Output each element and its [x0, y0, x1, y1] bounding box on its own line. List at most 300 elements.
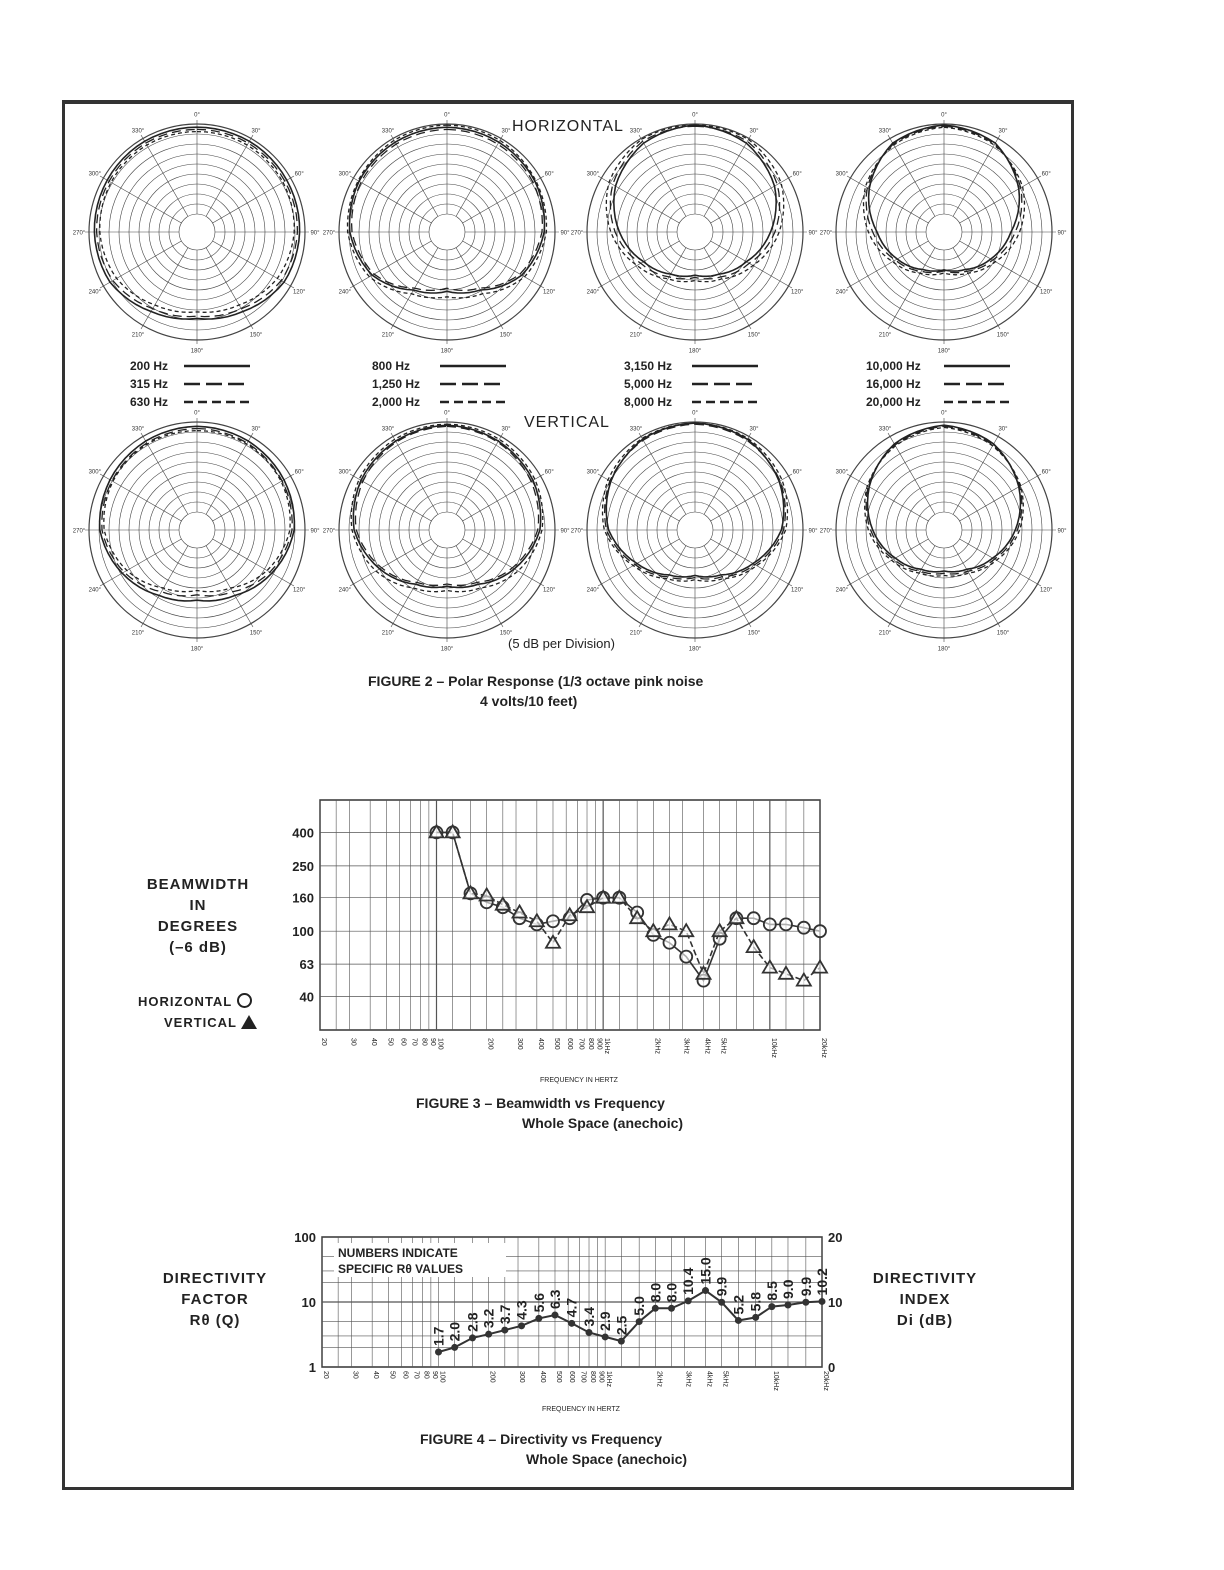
directivity-data-point — [568, 1320, 575, 1327]
polar-center-ring — [677, 512, 713, 548]
directivity-data-point — [784, 1301, 791, 1308]
polar-spoke — [456, 135, 503, 216]
beamwidth-ylabel-line1: BEAMWIDTH — [146, 876, 250, 893]
polar-angle-label: 90° — [1057, 528, 1067, 535]
polar-angle-label: 210° — [629, 630, 643, 637]
legend-entry — [624, 395, 758, 409]
x-tick-label: 5kHz — [719, 1038, 727, 1054]
polar-center-ring — [179, 512, 215, 548]
figure4-caption-line1: FIGURE 4 – Directivity vs Frequency — [420, 1431, 662, 1447]
polar-angle-label: 150° — [996, 630, 1010, 637]
polar-angle-label: 210° — [878, 332, 892, 339]
legend-line-sample — [440, 381, 506, 387]
y-tick-label: 63 — [299, 957, 314, 973]
x-tick-label: 900 — [597, 1371, 605, 1383]
polar-spoke — [960, 474, 1041, 521]
polar-angle-label: 120° — [790, 587, 804, 594]
x-tick-label: 60 — [399, 1038, 407, 1046]
polar-spoke — [213, 176, 294, 223]
directivity-value-label: 3.7 — [496, 1304, 513, 1325]
polar-plot — [73, 411, 320, 653]
legend-line-sample — [184, 363, 250, 369]
directivity-value-label: 1.7 — [430, 1326, 447, 1347]
polar-angle-label: 330° — [381, 128, 395, 135]
polar-angle-label: 180° — [440, 646, 454, 653]
x-tick-label: 800 — [589, 1371, 597, 1383]
y-tick-label: 10 — [301, 1295, 316, 1310]
polar-angle-label: 60° — [792, 171, 802, 178]
x-tick-label: 20 — [322, 1371, 329, 1379]
polar-angle-label: 60° — [544, 171, 554, 178]
legend-line-sample — [944, 381, 1010, 387]
polar-angle-label: 150° — [499, 630, 513, 637]
polar-spoke — [960, 176, 1041, 223]
polar-angle-label: 210° — [131, 332, 145, 339]
directivity-value-label: 5.6 — [530, 1292, 547, 1313]
polar-angle-label: 90° — [560, 528, 570, 535]
polar-spoke — [141, 433, 188, 514]
legend-entry — [372, 395, 506, 409]
polar-spoke — [639, 135, 686, 216]
horizontal-data-point — [814, 925, 826, 937]
x-tick-label: 2kHz — [655, 1371, 663, 1387]
polar-spoke — [456, 546, 503, 627]
y-tick-label: 1 — [308, 1360, 316, 1375]
polar-angle-label: 270° — [322, 230, 336, 237]
legend-entry — [372, 359, 506, 373]
legend-line-sample — [440, 399, 506, 405]
polar-angle-label: 240° — [338, 289, 352, 296]
y-right-tick-label: 20 — [828, 1230, 843, 1245]
x-tick-label: 4kHz — [705, 1371, 713, 1387]
polar-angle-label: 300° — [586, 171, 600, 178]
polar-angle-label: 210° — [878, 630, 892, 637]
vertical-data-point — [779, 967, 793, 979]
horizontal-data-point — [748, 912, 760, 924]
polar-angle-label: 300° — [338, 469, 352, 476]
y-tick-label: 100 — [292, 924, 314, 940]
polar-angle-label: 120° — [790, 289, 804, 296]
y-tick-label: 250 — [292, 858, 314, 874]
directivity-data-point — [752, 1314, 759, 1321]
directivity-value-label: 9.9 — [797, 1276, 814, 1297]
polar-plot — [73, 113, 320, 355]
legend-line-sample — [944, 399, 1010, 405]
legend-entry — [624, 377, 758, 391]
beamwidth-ylabel-line3: DEGREES — [157, 918, 239, 935]
polar-angle-label: 270° — [72, 528, 86, 535]
polar-angle-label: 150° — [249, 332, 263, 339]
polar-spoke — [704, 546, 751, 627]
vertical-data-point — [813, 961, 827, 973]
vertical-data-point — [513, 905, 527, 917]
polar-angle-label: 330° — [878, 426, 892, 433]
beamwidth-ylabel — [128, 874, 268, 958]
x-tick-label: 1kHz — [603, 1038, 611, 1054]
polar-spoke — [639, 433, 686, 514]
polar-angle-label: 60° — [294, 469, 304, 476]
polar-angle-label: 90° — [808, 230, 818, 237]
x-tick-label: 50 — [388, 1371, 396, 1379]
x-tick-label: 700 — [577, 1038, 585, 1050]
horizontal-data-point — [663, 937, 675, 949]
polar-plot — [820, 411, 1067, 653]
polar-spoke — [391, 433, 438, 514]
polar-angle-label: 180° — [937, 348, 951, 355]
directivity-value-label: 10.2 — [814, 1268, 830, 1296]
directivity-data-point — [485, 1331, 492, 1338]
circle-marker-icon — [237, 993, 252, 1008]
vertical-data-point — [747, 940, 761, 952]
polar-spoke — [213, 539, 294, 586]
polar-angle-label: 240° — [88, 587, 102, 594]
x-tick-label: 40 — [370, 1038, 378, 1046]
x-tick-label: 5kHz — [721, 1371, 729, 1387]
x-tick-label: 500 — [552, 1038, 560, 1050]
x-tick-label: 100 — [436, 1038, 444, 1050]
polar-angle-label: 30° — [501, 426, 511, 433]
directivity-value-label: 10.4 — [680, 1267, 697, 1295]
directivity-factor-line2: FACTOR — [181, 1291, 249, 1308]
directivity-data-point — [702, 1287, 709, 1294]
polar-angle-label: 330° — [629, 426, 643, 433]
x-tick-label: 500 — [554, 1371, 562, 1383]
directivity-value-label: 2.8 — [464, 1312, 481, 1332]
polar-angle-label: 60° — [1041, 469, 1051, 476]
polar-spoke — [888, 135, 935, 216]
y-tick-label: 400 — [292, 825, 314, 841]
directivity-value-label: 8.0 — [663, 1282, 680, 1303]
beamwidth-ylabel-line4: (–6 dB) — [169, 939, 227, 956]
triangle-marker-icon — [241, 1015, 257, 1029]
directivity-value-label: 2.0 — [446, 1321, 463, 1342]
polar-angle-label: 330° — [131, 128, 145, 135]
figure4-caption-line2: Whole Space (anechoic) — [526, 1451, 688, 1467]
y-tick-label: 100 — [294, 1230, 316, 1245]
legend-label: 315 Hz — [130, 377, 169, 391]
directivity-data-point — [451, 1344, 458, 1351]
polar-angle-label: 150° — [996, 332, 1010, 339]
legend-label: 8,000 Hz — [624, 395, 673, 409]
figure2-caption-line2: 4 volts/10 feet) — [480, 693, 578, 709]
directivity-data-point — [819, 1298, 826, 1305]
legend-entry — [372, 377, 506, 391]
figure3-caption-line1: FIGURE 3 – Beamwidth vs Frequency — [416, 1095, 665, 1111]
x-tick-label: 90 — [430, 1371, 438, 1379]
y-tick-label: 40 — [299, 989, 314, 1005]
directivity-value-label: 8.5 — [763, 1281, 780, 1301]
polar-angle-label: 30° — [251, 426, 261, 433]
polar-spoke — [206, 433, 253, 514]
directivity-factor-ylabel — [140, 1268, 290, 1331]
polar-angle-label: 270° — [322, 528, 336, 535]
figure2-caption-line1: FIGURE 2 – Polar Response (1/3 octave pink noise — [368, 673, 704, 689]
polar-angle-label: 180° — [688, 646, 702, 653]
directivity-factor-line1: DIRECTIVITY — [162, 1270, 268, 1287]
polar-spoke — [391, 135, 438, 216]
x-tick-label: 10kHz — [771, 1371, 779, 1391]
x-tick-label: 70 — [410, 1038, 418, 1046]
polar-spoke — [704, 135, 751, 216]
polar-spoke — [100, 241, 181, 288]
polar-center-ring — [179, 214, 215, 250]
legend-line-sample — [440, 363, 506, 369]
polar-angle-label: 240° — [835, 289, 849, 296]
polar-angle-label: 270° — [819, 230, 833, 237]
polar-spoke — [141, 546, 188, 627]
directivity-value-label: 4.7 — [563, 1297, 580, 1318]
polar-spoke — [847, 539, 928, 586]
polar-angle-label: 0° — [692, 410, 698, 417]
directivity-index-line2: INDEX — [899, 1291, 951, 1308]
polar-angle-label: 330° — [629, 128, 643, 135]
polar-angle-label: 300° — [835, 171, 849, 178]
note-line1: NUMBERS INDICATE — [338, 1246, 458, 1260]
polar-angle-label: 0° — [194, 112, 200, 119]
polar-spoke — [598, 176, 679, 223]
directivity-data-point — [551, 1312, 558, 1319]
polar-angle-label: 30° — [998, 426, 1008, 433]
x-tick-label: 80 — [420, 1038, 428, 1046]
polar-angle-label: 90° — [310, 528, 320, 535]
polar-spoke — [350, 539, 431, 586]
x-tick-label: 30 — [351, 1371, 359, 1379]
polar-spoke — [598, 241, 679, 288]
x-tick-label: 400 — [538, 1371, 546, 1383]
vertical-label: VERTICAL — [524, 414, 610, 431]
polar-spoke — [213, 241, 294, 288]
polar-angle-label: 210° — [629, 332, 643, 339]
legend-horizontal — [138, 993, 252, 1009]
polar-angle-label: 30° — [749, 426, 759, 433]
polar-spoke — [463, 176, 544, 223]
legend-label: 16,000 Hz — [866, 377, 921, 391]
directivity-data-point — [586, 1329, 593, 1336]
beamwidth-chart — [280, 790, 840, 1090]
polar-angle-label: 0° — [444, 112, 450, 119]
x-tick-label: 400 — [536, 1038, 544, 1050]
x-tick-label: 800 — [587, 1038, 595, 1050]
horizontal-data-point — [764, 918, 776, 930]
polar-angle-label: 180° — [688, 348, 702, 355]
polar-angle-label: 270° — [819, 528, 833, 535]
polar-spoke — [391, 546, 438, 627]
polar-angle-label: 210° — [381, 630, 395, 637]
directivity-data-point — [602, 1333, 609, 1340]
polar-angle-label: 30° — [998, 128, 1008, 135]
x-axis-title: FREQUENCY IN HERTZ — [542, 1406, 620, 1413]
polar-plot — [820, 113, 1067, 355]
polar-angle-label: 270° — [570, 528, 584, 535]
polar-spoke — [847, 241, 928, 288]
polar-plot — [323, 113, 570, 355]
beamwidth-ylabel-line2: IN — [189, 897, 207, 914]
polar-angle-label: 240° — [586, 289, 600, 296]
vertical-data-point — [662, 917, 676, 929]
horizontal-data-point — [680, 951, 692, 963]
x-tick-label: 100 — [438, 1371, 446, 1383]
polar-spoke — [598, 539, 679, 586]
polar-angle-label: 90° — [560, 230, 570, 237]
polar-angle-label: 120° — [542, 289, 556, 296]
directivity-data-point — [718, 1299, 725, 1306]
polar-spoke — [711, 241, 792, 288]
polar-spoke — [847, 474, 928, 521]
polar-angle-label: 180° — [190, 646, 204, 653]
polar-center-ring — [429, 214, 465, 250]
directivity-data-point — [685, 1297, 692, 1304]
directivity-data-point — [501, 1327, 508, 1334]
directivity-data-point — [535, 1315, 542, 1322]
polar-angle-label: 210° — [381, 332, 395, 339]
x-tick-label: 600 — [568, 1371, 576, 1383]
polar-angle-label: 120° — [542, 587, 556, 594]
x-tick-label: 20kHz — [822, 1371, 829, 1391]
polar-angle-label: 270° — [570, 230, 584, 237]
polar-spoke — [960, 539, 1041, 586]
legend-vertical — [164, 1015, 257, 1030]
polar-spoke — [711, 539, 792, 586]
directivity-value-label: 5.2 — [730, 1294, 747, 1315]
x-tick-label: 80 — [422, 1371, 430, 1379]
x-tick-label: 200 — [488, 1371, 496, 1383]
x-tick-label: 1kHz — [605, 1371, 613, 1387]
vertical-data-point — [679, 924, 693, 936]
directivity-value-label: 3.4 — [581, 1306, 598, 1327]
legend-entry — [130, 377, 250, 391]
directivity-data-point — [768, 1303, 775, 1310]
legend-label: 630 Hz — [130, 395, 169, 409]
legend-label: 10,000 Hz — [866, 359, 921, 373]
x-tick-label: 300 — [518, 1371, 526, 1383]
polar-spoke — [888, 248, 935, 329]
y-right-tick-label: 10 — [828, 1295, 843, 1310]
polar-angle-label: 240° — [338, 587, 352, 594]
polar-angle-label: 120° — [1039, 587, 1053, 594]
polar-angle-label: 330° — [878, 128, 892, 135]
vertical-series-line — [437, 832, 821, 980]
polar-plot — [323, 411, 570, 653]
polar-spoke — [463, 241, 544, 288]
legend-line-sample — [184, 399, 250, 405]
polar-angle-label: 0° — [692, 112, 698, 119]
polar-angle-label: 150° — [249, 630, 263, 637]
x-tick-label: 700 — [579, 1371, 587, 1383]
polar-center-ring — [926, 214, 962, 250]
polar-angle-label: 240° — [88, 289, 102, 296]
x-tick-label: 600 — [566, 1038, 574, 1050]
horizontal-data-point — [798, 922, 810, 934]
x-tick-label: 20 — [320, 1038, 327, 1046]
y-right-tick-label: 0 — [828, 1360, 836, 1375]
legend-label: 20,000 Hz — [866, 395, 921, 409]
x-tick-label: 50 — [386, 1038, 394, 1046]
figure3-caption-line2: Whole Space (anechoic) — [522, 1115, 684, 1131]
legend-entry — [866, 395, 1010, 409]
polar-spoke — [960, 241, 1041, 288]
polar-plot — [571, 411, 818, 653]
polar-angle-label: 330° — [131, 426, 145, 433]
polar-spoke — [704, 248, 751, 329]
polar-spoke — [100, 474, 181, 521]
directivity-data-point — [518, 1322, 525, 1329]
polar-response-figure — [0, 0, 1224, 700]
polar-angle-label: 0° — [194, 410, 200, 417]
polar-angle-label: 60° — [294, 171, 304, 178]
x-tick-label: 10kHz — [769, 1038, 777, 1058]
directivity-data-point — [735, 1317, 742, 1324]
polar-center-ring — [429, 512, 465, 548]
polar-angle-label: 180° — [440, 348, 454, 355]
legend-entry — [130, 359, 250, 373]
polar-angle-label: 30° — [251, 128, 261, 135]
polar-angle-label: 150° — [747, 332, 761, 339]
polar-angle-label: 300° — [338, 171, 352, 178]
polar-angle-label: 30° — [749, 128, 759, 135]
polar-angle-label: 300° — [88, 469, 102, 476]
legend-label: 5,000 Hz — [624, 377, 673, 391]
polar-spoke — [350, 241, 431, 288]
polar-angle-label: 240° — [835, 587, 849, 594]
legend-line-sample — [944, 363, 1010, 369]
legend-entry — [624, 359, 758, 373]
x-tick-label: 900 — [595, 1038, 603, 1050]
polar-spoke — [100, 176, 181, 223]
legend-label: 200 Hz — [130, 359, 169, 373]
directivity-value-label: 15.0 — [697, 1257, 714, 1285]
directivity-data-point — [652, 1305, 659, 1312]
polar-angle-label: 30° — [501, 128, 511, 135]
directivity-value-label: 5.8 — [747, 1291, 764, 1312]
polar-spoke — [639, 546, 686, 627]
polar-angle-label: 300° — [835, 469, 849, 476]
horizontal-data-point — [780, 918, 792, 930]
polar-angle-label: 180° — [937, 646, 951, 653]
legend-label: 2,000 Hz — [372, 395, 421, 409]
polar-center-ring — [677, 214, 713, 250]
directivity-chart — [280, 1225, 860, 1425]
legend-entry — [866, 377, 1010, 391]
polar-angle-label: 150° — [747, 630, 761, 637]
x-tick-label: 4kHz — [703, 1038, 711, 1054]
note-line2: SPECIFIC Rθ VALUES — [338, 1262, 463, 1276]
directivity-value-label: 4.3 — [513, 1300, 530, 1320]
polar-center-ring — [926, 512, 962, 548]
polar-angle-label: 0° — [941, 112, 947, 119]
polar-angle-label: 60° — [544, 469, 554, 476]
x-tick-label: 60 — [401, 1371, 409, 1379]
directivity-value-label: 2.5 — [613, 1315, 630, 1336]
legend-line-sample — [692, 363, 758, 369]
polar-angle-label: 0° — [444, 410, 450, 417]
directivity-data-point — [636, 1318, 643, 1325]
x-tick-label: 40 — [372, 1371, 380, 1379]
directivity-data-point — [618, 1338, 625, 1345]
polar-angle-label: 270° — [72, 230, 86, 237]
polar-spoke — [141, 135, 188, 216]
x-tick-label: 90 — [428, 1038, 436, 1046]
legend-entry — [866, 359, 1010, 373]
directivity-value-label: 9.0 — [779, 1279, 796, 1299]
x-tick-label: 20kHz — [820, 1038, 827, 1058]
polar-angle-label: 210° — [131, 630, 145, 637]
x-tick-label: 3kHz — [684, 1371, 692, 1387]
directivity-data-point — [802, 1299, 809, 1306]
vertical-data-point — [713, 924, 727, 936]
x-tick-label: 2kHz — [653, 1038, 661, 1054]
directivity-index-line1: DIRECTIVITY — [872, 1270, 978, 1287]
legend-label: 800 Hz — [372, 359, 411, 373]
